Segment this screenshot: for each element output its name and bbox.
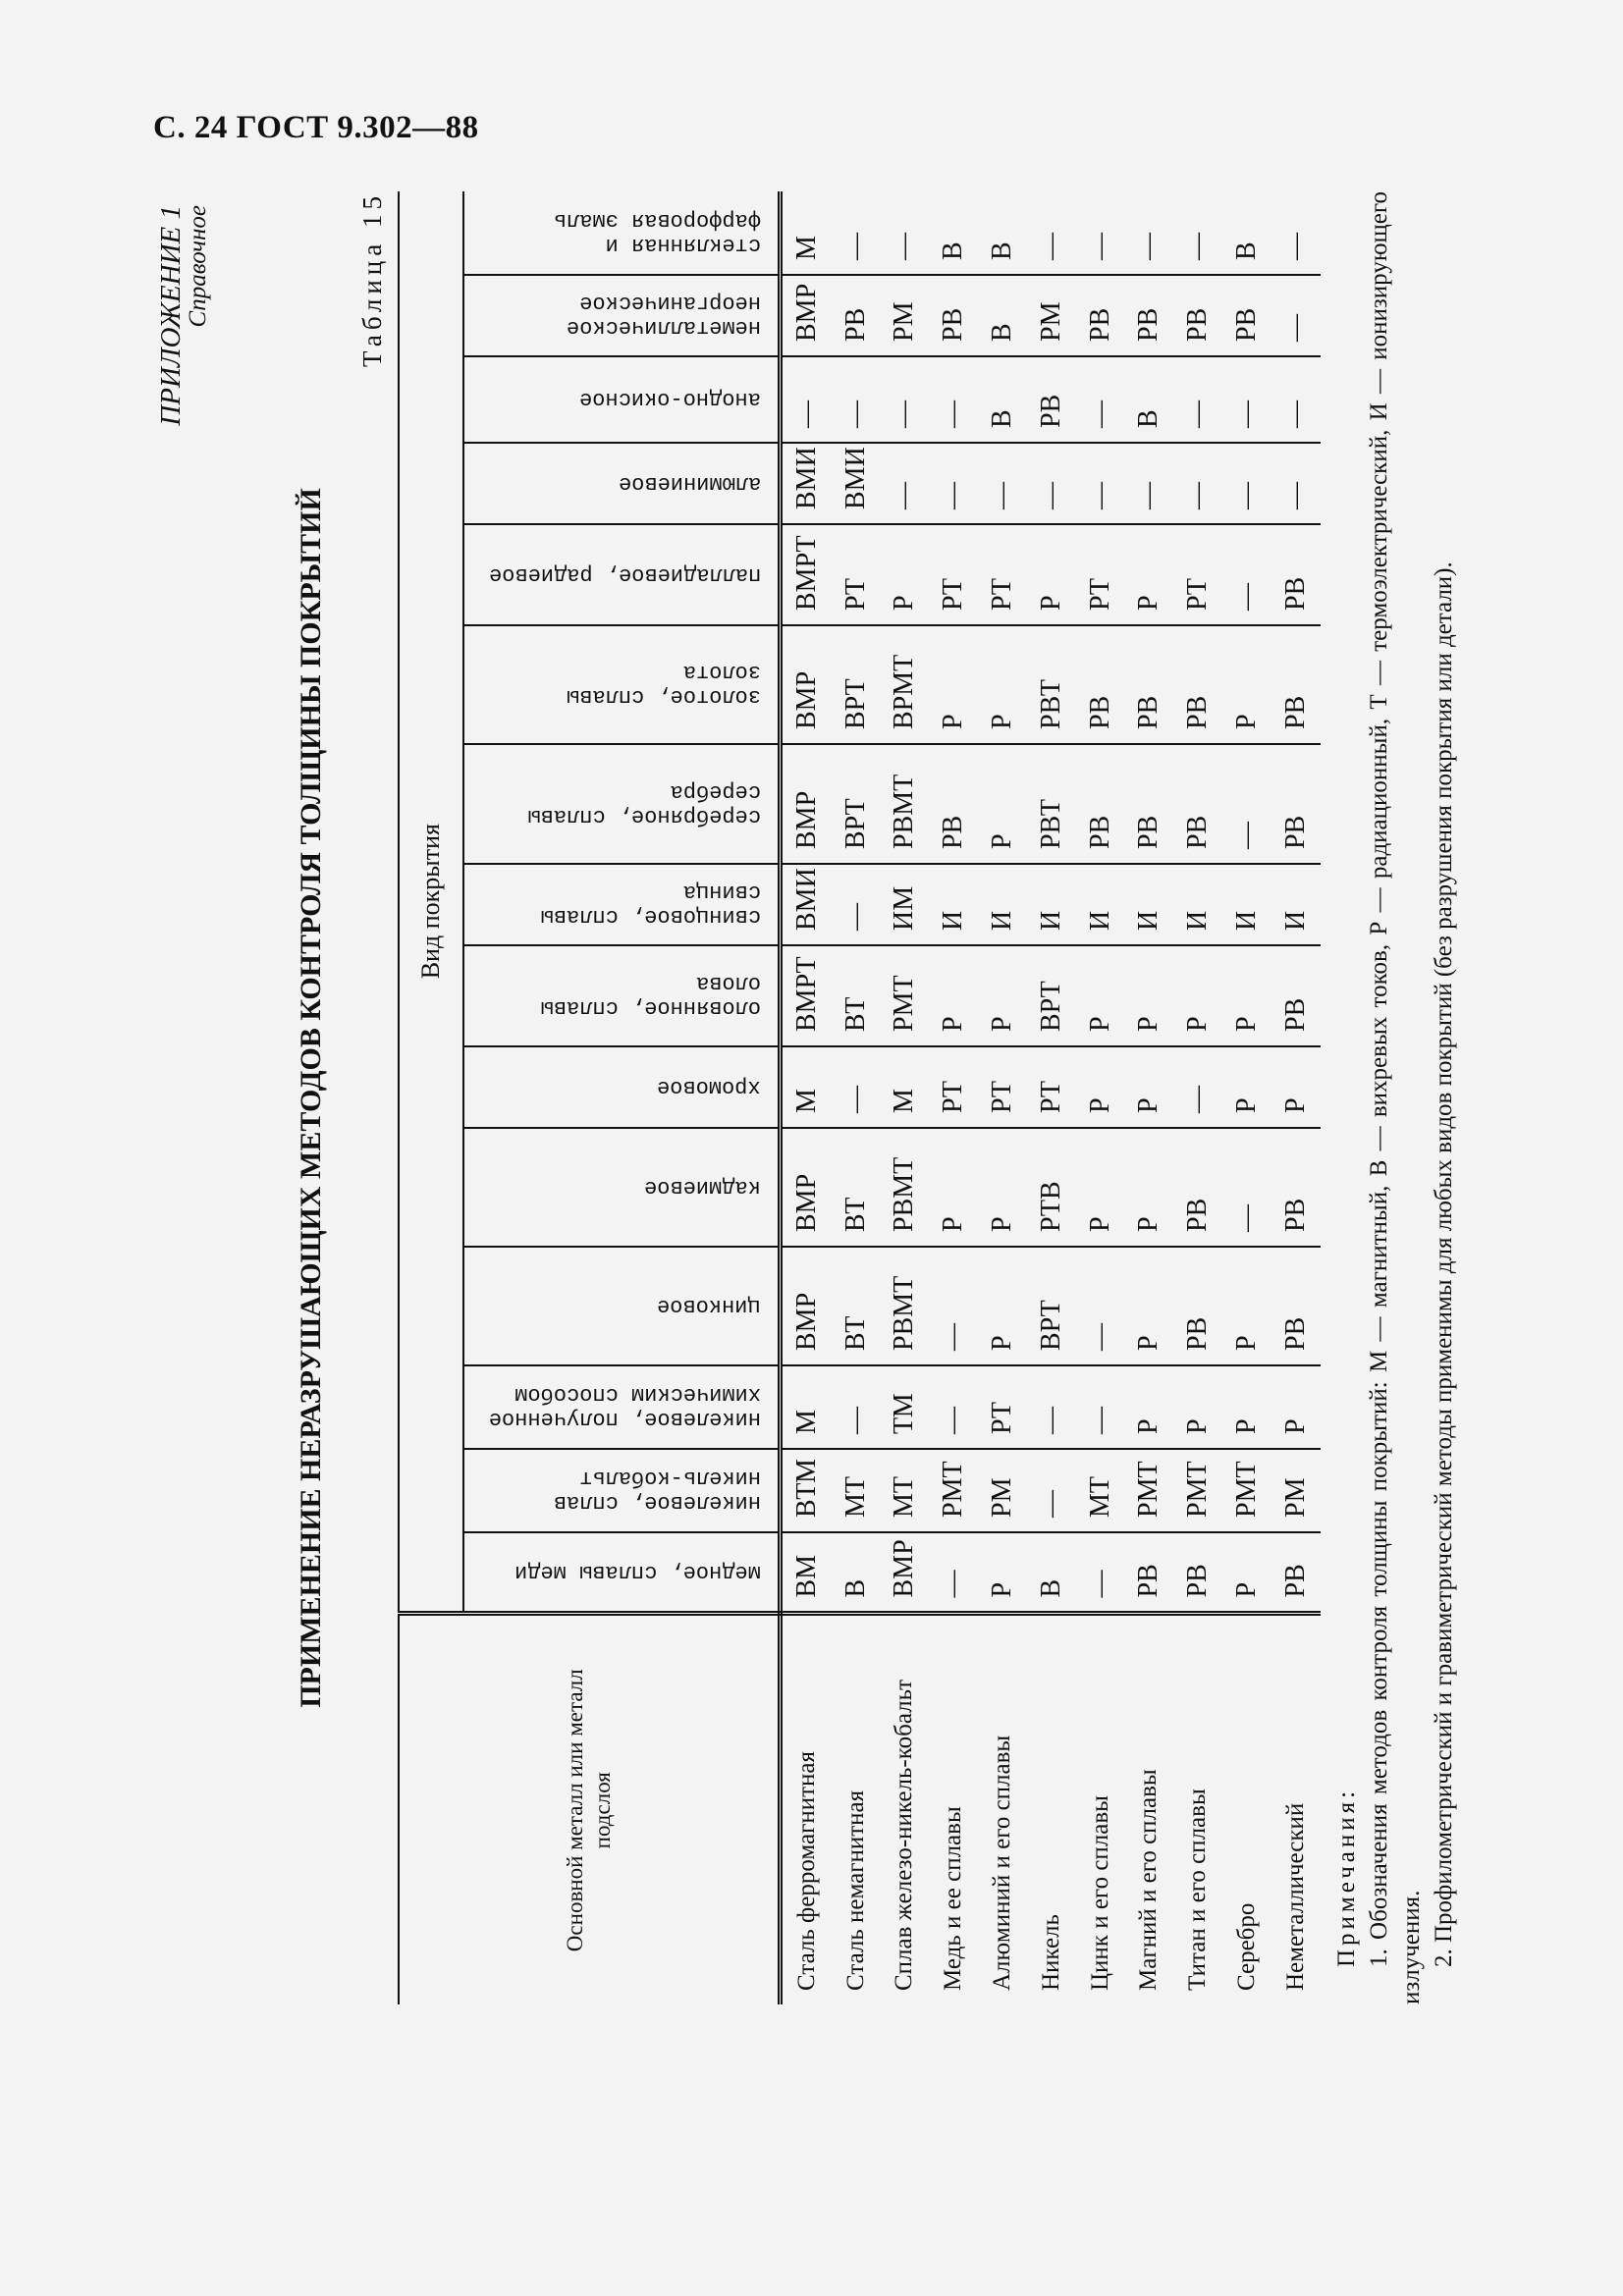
notes bbox=[1330, 191, 1460, 2004]
method-cell: ИМ bbox=[881, 864, 930, 945]
method-cell: — bbox=[929, 356, 978, 443]
method-cell: РВ bbox=[1076, 744, 1125, 864]
method-cell: РМ bbox=[1271, 1449, 1321, 1532]
method-cell: Р bbox=[1271, 1046, 1321, 1128]
method-cell: РТ bbox=[978, 524, 1027, 625]
method-cell: Р bbox=[978, 1247, 1027, 1365]
method-cell: ВРТ bbox=[832, 744, 881, 864]
method-cell: РМ bbox=[881, 275, 930, 356]
method-cell: Р bbox=[978, 1128, 1027, 1247]
method-cell: МТ bbox=[881, 1449, 930, 1532]
method-cell: ВМИ bbox=[832, 443, 881, 524]
method-cell: РТ bbox=[929, 1046, 978, 1128]
method-cell: ВТ bbox=[832, 945, 881, 1046]
method-cell: М bbox=[781, 1365, 832, 1449]
method-cell: РВ bbox=[929, 744, 978, 864]
table-title: ПРИМЕНЕНИЕ НЕРАЗРУШАЮЩИХ МЕТОДОВ КОНТРОЛЯ ТОЛЩИНЫ ПОКРЫТИЙ bbox=[295, 488, 327, 1708]
base-metal-cell: Никель bbox=[1027, 1614, 1076, 2004]
method-cell: РМ bbox=[1027, 275, 1076, 356]
method-cell: И bbox=[1173, 864, 1222, 945]
method-cell: РВ bbox=[1271, 1128, 1321, 1247]
column-header-label: кадмиевое bbox=[644, 1175, 761, 1200]
method-cell: РМТ bbox=[1125, 1449, 1174, 1532]
column-header bbox=[463, 744, 781, 864]
method-cell: ВМИ bbox=[781, 443, 832, 524]
method-cell: М bbox=[881, 1046, 930, 1128]
method-cell: В bbox=[1222, 191, 1271, 275]
column-header bbox=[463, 625, 781, 744]
column-header-label: никелевое, сплав никель-кобальт bbox=[553, 1466, 761, 1516]
method-cell: — bbox=[832, 864, 881, 945]
method-cell: РМ bbox=[978, 1449, 1027, 1532]
method-cell: ВТМ bbox=[781, 1449, 832, 1532]
column-header bbox=[463, 1128, 781, 1247]
column-header-label: свинцовое, сплавы свинца bbox=[540, 880, 761, 930]
base-metal-cell: Сталь немагнитная bbox=[832, 1614, 881, 2004]
method-cell: И bbox=[978, 864, 1027, 945]
method-cell: — bbox=[781, 356, 832, 443]
method-cell: РМТ bbox=[1173, 1449, 1222, 1532]
method-cell: ВТ bbox=[832, 1247, 881, 1365]
method-cell: — bbox=[1027, 443, 1076, 524]
method-cell: — bbox=[1222, 1128, 1271, 1247]
method-cell: Р bbox=[1222, 1247, 1271, 1365]
method-cell: — bbox=[1222, 443, 1271, 524]
method-cell: РТ bbox=[978, 1046, 1027, 1128]
column-header-label: неметаллическое неорганическое bbox=[566, 291, 761, 341]
method-cell: — bbox=[1173, 443, 1222, 524]
column-header bbox=[463, 1449, 781, 1532]
method-cell: И bbox=[1027, 864, 1076, 945]
method-cell: — bbox=[1076, 356, 1125, 443]
method-cell: Р bbox=[978, 1532, 1027, 1614]
appendix-type: Справочное bbox=[185, 205, 211, 328]
method-cell: Р bbox=[1027, 524, 1076, 625]
method-cell: Р bbox=[881, 524, 930, 625]
column-header bbox=[463, 864, 781, 945]
note-2: 2. Профилометрический и гравиметрический методы применимы для любых видов покрытий (без разрушения покрытия или детали). bbox=[1431, 561, 1457, 1967]
method-cell: Р bbox=[978, 945, 1027, 1046]
method-cell: РВ bbox=[1271, 524, 1321, 625]
method-cell: Р bbox=[1271, 1365, 1321, 1449]
method-cell: — bbox=[832, 191, 881, 275]
column-header bbox=[463, 191, 781, 275]
table-number: Таблица 15 bbox=[357, 191, 387, 367]
method-cell: ВРТ bbox=[832, 625, 881, 744]
method-cell: Р bbox=[1222, 1532, 1271, 1614]
method-cell: Р bbox=[1076, 1046, 1125, 1128]
column-header-label: алюминиевое bbox=[618, 471, 761, 496]
base-metal-cell: Алюминий и его сплавы bbox=[978, 1614, 1027, 2004]
method-cell: — bbox=[1076, 191, 1125, 275]
method-cell: ВМР bbox=[781, 1128, 832, 1247]
method-cell: ВМР bbox=[781, 625, 832, 744]
column-header bbox=[463, 1532, 781, 1614]
method-cell: ТМ bbox=[881, 1365, 930, 1449]
base-metal-cell: Цинк и его сплавы bbox=[1076, 1614, 1125, 2004]
method-cell: Р bbox=[1125, 1046, 1174, 1128]
method-cell: — bbox=[929, 1247, 978, 1365]
method-cell: МТ bbox=[832, 1449, 881, 1532]
column-header-label: медное, сплавы меди bbox=[514, 1560, 761, 1585]
method-cell: Р bbox=[978, 625, 1027, 744]
column-header bbox=[463, 524, 781, 625]
method-cell: В bbox=[978, 191, 1027, 275]
method-cell: — bbox=[929, 1532, 978, 1614]
method-cell: — bbox=[1027, 1365, 1076, 1449]
table-row bbox=[832, 191, 881, 2004]
method-cell: — bbox=[929, 1365, 978, 1449]
method-cell: И bbox=[1125, 864, 1174, 945]
table-row bbox=[1027, 191, 1076, 2004]
method-cell: — bbox=[1222, 356, 1271, 443]
method-cell: И bbox=[1271, 864, 1321, 945]
column-header bbox=[463, 1046, 781, 1128]
method-cell: РВ bbox=[1076, 275, 1125, 356]
method-cell: Р bbox=[929, 945, 978, 1046]
method-cell: РВ bbox=[1271, 625, 1321, 744]
method-cell: Р bbox=[1125, 1128, 1174, 1247]
method-cell: ВРТ bbox=[1027, 1247, 1076, 1365]
method-cell: РВМТ bbox=[881, 744, 930, 864]
method-cell: Р bbox=[1173, 1365, 1222, 1449]
method-cell: РВ bbox=[1125, 1532, 1174, 1614]
method-cell: — bbox=[1271, 356, 1321, 443]
method-cell: Р bbox=[1125, 1247, 1174, 1365]
table-row bbox=[1173, 191, 1222, 2004]
note-1: 1. Обозначения методов контроля толщины покрытий: М — магнитный, В — вихревых токов, Р — радиационный, Т — термоэлектрический, И — ионизирующего излучения. bbox=[1366, 191, 1425, 2004]
method-cell: РВТ bbox=[1027, 744, 1076, 864]
method-cell: — bbox=[1222, 524, 1271, 625]
column-header-label: оловянное, сплавы олова bbox=[540, 971, 761, 1021]
method-cell: ВРТ bbox=[1027, 945, 1076, 1046]
method-cell: — bbox=[832, 1046, 881, 1128]
base-metal-cell: Титан и его сплавы bbox=[1173, 1614, 1222, 2004]
method-cell: РВ bbox=[1173, 1247, 1222, 1365]
method-cell: — bbox=[1076, 1247, 1125, 1365]
method-cell: ВМРТ bbox=[781, 524, 832, 625]
method-cell: РВ bbox=[1076, 625, 1125, 744]
method-cell: РВ bbox=[1125, 744, 1174, 864]
appendix-label bbox=[157, 205, 212, 426]
base-metal-cell: Серебро bbox=[1222, 1614, 1271, 2004]
method-cell: РТ bbox=[1076, 524, 1125, 625]
method-cell: РВ bbox=[1173, 744, 1222, 864]
method-cell: РВ bbox=[1125, 275, 1174, 356]
method-cell: И bbox=[1222, 864, 1271, 945]
method-cell: — bbox=[881, 356, 930, 443]
method-cell: РТ bbox=[1173, 524, 1222, 625]
method-cell: В bbox=[1125, 356, 1174, 443]
method-cell: — bbox=[1173, 1046, 1222, 1128]
method-cell: РМТ bbox=[929, 1449, 978, 1532]
method-cell: ВМР bbox=[781, 275, 832, 356]
method-cell: В bbox=[929, 191, 978, 275]
method-cell: И bbox=[1076, 864, 1125, 945]
base-metal-header: Основной металл или металл подслоя bbox=[399, 1614, 781, 2004]
method-cell: — bbox=[1076, 1365, 1125, 1449]
column-header bbox=[463, 1365, 781, 1449]
method-cell: В bbox=[978, 275, 1027, 356]
method-cell: — bbox=[1173, 356, 1222, 443]
method-cell: — bbox=[1125, 443, 1174, 524]
method-cell: РВ bbox=[1125, 625, 1174, 744]
method-cell: ВМР bbox=[781, 744, 832, 864]
column-header-label: анодно-окисное bbox=[579, 387, 761, 412]
base-metal-cell: Магний и его сплавы bbox=[1125, 1614, 1174, 2004]
base-metal-cell: Сталь ферромагнитная bbox=[781, 1614, 832, 2004]
method-cell: М bbox=[781, 191, 832, 275]
method-cell: — bbox=[1027, 1449, 1076, 1532]
table-row bbox=[978, 191, 1027, 2004]
method-cell: ВМИ bbox=[781, 864, 832, 945]
appendix-number: ПРИЛОЖЕНИЕ 1 bbox=[155, 205, 187, 426]
method-cell: — bbox=[881, 443, 930, 524]
method-cell: ВМР bbox=[881, 1532, 930, 1614]
method-cell: — bbox=[832, 356, 881, 443]
method-cell: Р bbox=[1076, 945, 1125, 1046]
table-row bbox=[1125, 191, 1174, 2004]
method-cell: — bbox=[1271, 191, 1321, 275]
column-header bbox=[463, 443, 781, 524]
method-cell: ВРМТ bbox=[881, 625, 930, 744]
method-cell: РВ bbox=[1271, 1532, 1321, 1614]
method-cell: — bbox=[978, 443, 1027, 524]
method-cell: — bbox=[1271, 275, 1321, 356]
method-cell: РВ bbox=[1173, 275, 1222, 356]
base-metal-cell: Сплав железо-никель-кобальт bbox=[881, 1614, 930, 2004]
method-cell: РМТ bbox=[881, 945, 930, 1046]
column-header-label: палладиевое, радиевое bbox=[488, 562, 761, 587]
method-cell: Р bbox=[1222, 1365, 1271, 1449]
method-cell: ВТ bbox=[832, 1128, 881, 1247]
table-row bbox=[1222, 191, 1271, 2004]
table-row bbox=[1271, 191, 1321, 2004]
column-header bbox=[463, 1247, 781, 1365]
method-cell: РВ bbox=[1173, 1532, 1222, 1614]
method-cell: В bbox=[1027, 1532, 1076, 1614]
method-cell: — bbox=[881, 191, 930, 275]
method-cell: — bbox=[929, 443, 978, 524]
method-cell: РВ bbox=[1271, 1247, 1321, 1365]
method-cell: РВМТ bbox=[881, 1128, 930, 1247]
method-cell: — bbox=[1222, 744, 1271, 864]
method-cell: Р bbox=[1222, 1046, 1271, 1128]
method-cell: РТ bbox=[978, 1365, 1027, 1449]
column-header bbox=[463, 275, 781, 356]
method-cell: РВ bbox=[1173, 1128, 1222, 1247]
method-cell: Р bbox=[1173, 945, 1222, 1046]
table-row bbox=[881, 191, 930, 2004]
column-header bbox=[463, 945, 781, 1046]
column-header-label: никелевое, полученное химическим способом bbox=[488, 1382, 761, 1432]
method-cell: РТ bbox=[1027, 1046, 1076, 1128]
method-cell: — bbox=[1027, 191, 1076, 275]
method-cell: ВМРТ bbox=[781, 945, 832, 1046]
method-cell: — bbox=[1173, 191, 1222, 275]
table-row bbox=[781, 191, 832, 2004]
base-metal-cell: Медь и ее сплавы bbox=[929, 1614, 978, 2004]
method-cell: РВ bbox=[1027, 356, 1076, 443]
table-row bbox=[929, 191, 978, 2004]
methods-table bbox=[398, 191, 1321, 2004]
method-cell: — bbox=[1271, 443, 1321, 524]
method-cell: РВ bbox=[1271, 945, 1321, 1046]
method-cell: Р bbox=[929, 625, 978, 744]
method-cell: РВТ bbox=[1027, 625, 1076, 744]
method-cell: ВМР bbox=[781, 1247, 832, 1365]
method-cell: РВ bbox=[1173, 625, 1222, 744]
method-cell: Р bbox=[1076, 1128, 1125, 1247]
method-cell: И bbox=[929, 864, 978, 945]
method-cell: РВ bbox=[1271, 744, 1321, 864]
method-cell: РТ bbox=[929, 524, 978, 625]
method-cell: Р bbox=[978, 744, 1027, 864]
method-cell: Р bbox=[1125, 524, 1174, 625]
method-cell: РВ bbox=[1222, 275, 1271, 356]
method-cell: РВМТ bbox=[881, 1247, 930, 1365]
base-metal-cell: Неметаллический bbox=[1271, 1614, 1321, 2004]
method-cell: М bbox=[781, 1046, 832, 1128]
column-header-label: цинковое bbox=[657, 1294, 761, 1318]
table-row bbox=[1076, 191, 1125, 2004]
page-header: С. 24 ГОСТ 9.302—88 bbox=[153, 110, 479, 145]
method-cell: Р bbox=[1125, 945, 1174, 1046]
method-cell: — bbox=[832, 1365, 881, 1449]
method-cell: Р bbox=[1222, 945, 1271, 1046]
method-cell: Р bbox=[1222, 625, 1271, 744]
method-cell: РВ bbox=[832, 275, 881, 356]
coating-type-header: Вид покрытия bbox=[399, 191, 463, 1614]
method-cell: РТ bbox=[832, 524, 881, 625]
method-cell: Р bbox=[929, 1128, 978, 1247]
column-header-label: серебряное, сплавы серебра bbox=[527, 779, 761, 828]
method-cell: РВ bbox=[929, 275, 978, 356]
method-cell: МТ bbox=[1076, 1449, 1125, 1532]
method-cell: Р bbox=[1125, 1365, 1174, 1449]
notes-heading: Примечания: bbox=[1333, 1787, 1360, 1967]
method-cell: РМТ bbox=[1222, 1449, 1271, 1532]
method-cell: — bbox=[1076, 443, 1125, 524]
method-cell: — bbox=[1125, 191, 1174, 275]
method-cell: — bbox=[1076, 1532, 1125, 1614]
column-header bbox=[463, 356, 781, 443]
method-cell: ВМ bbox=[781, 1532, 832, 1614]
method-cell: В bbox=[978, 356, 1027, 443]
method-cell: В bbox=[832, 1532, 881, 1614]
column-header-label: хромовое bbox=[657, 1075, 761, 1099]
method-cell: РТВ bbox=[1027, 1128, 1076, 1247]
column-header-label: стеклянная и фарфоровая эмаль bbox=[553, 207, 761, 257]
column-header-label: золотое, сплавы золота bbox=[566, 660, 761, 710]
